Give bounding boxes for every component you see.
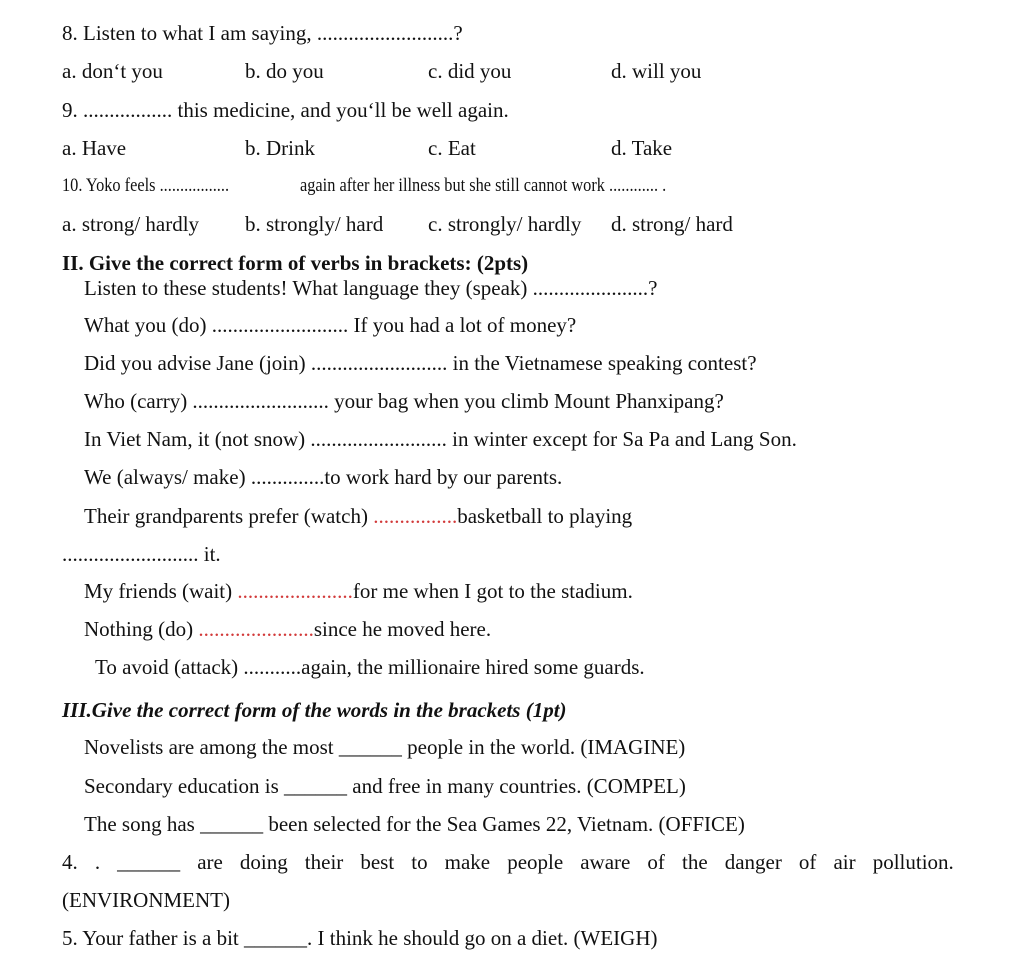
q10-option-b: b. strongly/ hard bbox=[245, 212, 384, 236]
part-2-heading: II. Give the correct form of verbs in brackets: (2pts) bbox=[62, 251, 529, 275]
verb-item-9-blank: ...................... bbox=[198, 617, 314, 641]
word-item-4-word: the bbox=[681, 850, 708, 874]
verb-item-7-continuation: .......................... it. bbox=[62, 542, 221, 566]
verb-item-8-suffix: for me when I got to the stadium. bbox=[352, 579, 633, 603]
verb-item-8 bbox=[84, 578, 633, 604]
q9-option-c: c. Eat bbox=[428, 136, 476, 160]
word-item-4-word: pollution. bbox=[872, 850, 954, 874]
q10-option-d: d. strong/ hard bbox=[611, 212, 733, 236]
verb-item-7-prefix: Their grandparents prefer (watch) bbox=[84, 504, 368, 528]
verb-item-4: Who (carry) .......................... your bag when you climb Mount Phanxipang? bbox=[84, 389, 724, 413]
verb-item-2: What you (do) .......................... If you had a lot of money? bbox=[84, 313, 577, 337]
verb-item-3: Did you advise Jane (join) .......................... in the Vietnamese speaking contest? bbox=[84, 351, 757, 375]
word-item-4-word: people bbox=[507, 850, 564, 874]
word-item-4-word: air bbox=[833, 850, 856, 874]
q8-option-d: d. will you bbox=[611, 59, 702, 83]
word-item-1: Novelists are among the most ______ people in the world. (IMAGINE) bbox=[84, 735, 686, 759]
question-10-stem: 10. Yoko feels ................. bbox=[62, 175, 230, 196]
word-item-4-word: their bbox=[304, 850, 344, 874]
word-item-5: 5. Your father is a bit ______. I think he should go on a diet. (WEIGH) bbox=[62, 926, 658, 950]
verb-item-8-prefix: My friends (wait) bbox=[84, 579, 233, 603]
q9-option-b: b. Drink bbox=[245, 136, 315, 160]
word-item-4-word: . bbox=[94, 850, 101, 874]
word-item-4-word: danger bbox=[724, 850, 782, 874]
question-10-stem-rest: again after her illness but she still cannot work ............ . bbox=[300, 175, 667, 196]
verb-item-6: We (always/ make) ..............to work hard by our parents. bbox=[84, 465, 563, 489]
word-item-2: Secondary education is ______ and free in many countries. (COMPEL) bbox=[84, 774, 686, 798]
question-8-stem: 8. Listen to what I am saying, ..........................? bbox=[62, 21, 463, 45]
word-item-4-word: 4. bbox=[62, 850, 78, 874]
word-item-4-word: aware bbox=[580, 850, 631, 874]
word-item-4-word: best bbox=[360, 850, 395, 874]
verb-item-9 bbox=[84, 616, 491, 642]
verb-item-8-blank: ...................... bbox=[237, 579, 353, 603]
part-3-heading: III.Give the correct form of the words in the brackets (1pt) bbox=[62, 698, 567, 722]
verb-item-7-suffix: basketball to playing bbox=[457, 504, 633, 528]
verb-item-10: To avoid (attack) ...........again, the millionaire hired some guards. bbox=[95, 655, 645, 679]
word-item-4-word: of bbox=[798, 850, 817, 874]
q10-option-c: c. strongly/ hardly bbox=[428, 212, 582, 236]
word-item-3: The song has ______ been selected for the Sea Games 22, Vietnam. (OFFICE) bbox=[84, 812, 745, 836]
word-item-4-blank: ______ bbox=[117, 850, 181, 874]
q10-option-a: a. strong/ hardly bbox=[62, 212, 200, 236]
verb-item-5: In Viet Nam, it (not snow) .......................... in winter except for Sa Pa and Lang Son. bbox=[84, 427, 797, 451]
q8-option-b: b. do you bbox=[245, 59, 324, 83]
question-9-stem: 9. ................. this medicine, and you‘ll be well again. bbox=[62, 98, 509, 122]
verb-item-1: Listen to these students! What language they (speak) ......................? bbox=[84, 276, 658, 300]
word-item-4-word: to bbox=[411, 850, 428, 874]
q9-option-a: a. Have bbox=[62, 136, 127, 160]
verb-item-9-prefix: Nothing (do) bbox=[84, 617, 194, 641]
word-item-4-continuation: (ENVIRONMENT) bbox=[62, 888, 230, 912]
word-item-4-word: make bbox=[444, 850, 491, 874]
word-item-4-word: doing bbox=[239, 850, 288, 874]
word-item-4-word: of bbox=[647, 850, 665, 874]
verb-item-7 bbox=[84, 503, 632, 529]
q8-option-c: c. did you bbox=[428, 59, 512, 83]
word-item-4-word: are bbox=[197, 850, 223, 874]
verb-item-7-blank: ................ bbox=[373, 504, 458, 528]
q8-option-a: a. don‘t you bbox=[62, 59, 163, 83]
q9-option-d: d. Take bbox=[611, 136, 673, 160]
word-item-4 bbox=[62, 849, 954, 875]
verb-item-9-suffix: since he moved here. bbox=[313, 617, 492, 641]
